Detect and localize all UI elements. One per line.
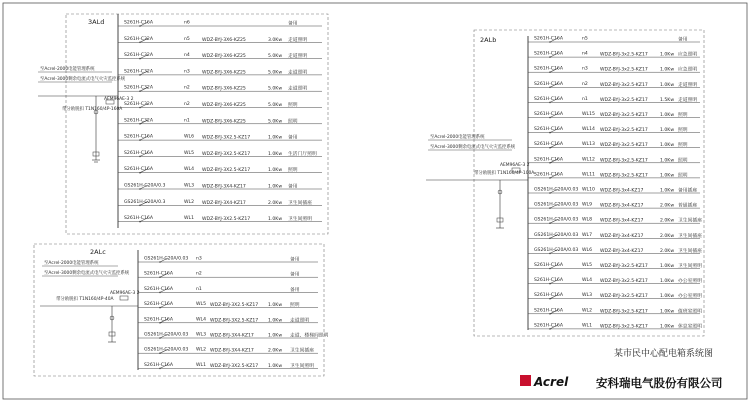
cable-label: WDZ-BYJ-3X4-KZ17 xyxy=(210,333,254,339)
power-label: 1.0Kw xyxy=(660,82,675,88)
circuit-id-label: n4 xyxy=(582,51,588,57)
circuit-id-label: WL5 xyxy=(196,302,207,308)
breaker-label: S261H-C16A xyxy=(534,66,563,72)
panel-3ALd-note-2: 至Acrel-3000剩余电流式电气火灾监控系统 xyxy=(40,77,126,82)
circuit-id-label: WL5 xyxy=(582,263,593,268)
cable-label: WDZ-BYJ-3X6-KZ25 xyxy=(202,119,246,125)
breaker-label: S261H-C16A xyxy=(144,302,173,308)
circuit-id-label: WL3 xyxy=(582,293,593,299)
power-label: 1.0Kw xyxy=(268,318,283,324)
power-label: 1.0Kw xyxy=(660,67,675,73)
breaker-label: S261H-C16A xyxy=(144,362,173,368)
cable-label: WDZ-BYJ-3X2.5-KZ17 xyxy=(202,168,251,174)
breaker-label: S261H-C16A xyxy=(534,323,563,329)
drawing-caption: 某市民中心配电箱系统图 xyxy=(614,349,714,359)
panel-2ALb-meter: AEM96AE-3 2 xyxy=(500,163,530,168)
breaker-label: S261H-C16A xyxy=(534,51,563,57)
circuit-id-label: n2 xyxy=(184,102,190,107)
circuit-id-label: n6 xyxy=(184,20,190,26)
panel-2ALb-note-2: 至Acrel-3000剩余电流式电气火灾监控系统 xyxy=(430,145,516,150)
cable-label: WDZ-BYJ-3X2.5-KZ17 xyxy=(202,217,251,223)
breaker-label: S261H-C16A xyxy=(534,36,563,42)
load-label: 卫生间插座 xyxy=(678,233,702,239)
cable-label: WDZ-BYJ-3x2.5-KZ17 xyxy=(600,143,648,149)
power-label: 1.0Kw xyxy=(268,151,283,157)
circuit-id-label: WL5 xyxy=(184,150,195,156)
load-label: 照明 xyxy=(678,158,688,164)
circuit-id-label: WL7 xyxy=(582,232,593,238)
breaker-label: S261H-C16A xyxy=(144,286,173,292)
circuit-id-label: n2 xyxy=(582,81,588,87)
breaker-label: GS261H-C20A/0.03 xyxy=(144,256,189,262)
circuit-id-label: WL8 xyxy=(582,217,593,223)
power-label: 1.0Kw xyxy=(660,188,675,194)
circuit-id-label: WL13 xyxy=(582,142,595,148)
breaker-label: S261H-C16A xyxy=(534,81,563,87)
cable-label: WDZ-BYJ-3x2.5-KZ17 xyxy=(600,264,648,269)
circuit-id-label: WL4 xyxy=(582,278,593,284)
load-label: 备用 xyxy=(290,287,300,293)
load-label: 卫生间插座 xyxy=(290,348,314,354)
power-label: 1.0Kw xyxy=(660,294,675,300)
circuit-id-label: WL4 xyxy=(196,317,207,323)
load-label: 普通插座 xyxy=(678,203,698,209)
cable-label: WDZ-BYJ-3X2.5-KZ17 xyxy=(202,135,251,141)
power-label: 1.0Kw xyxy=(660,309,675,315)
circuit-id-label: WL2 xyxy=(184,199,195,205)
power-label: 1.0Kw xyxy=(268,184,283,190)
load-label: 照明 xyxy=(288,119,298,125)
power-label: 1.5Kw xyxy=(660,97,675,103)
breaker-label: GS261H-C20A/0.03 xyxy=(534,202,579,208)
panel-2ALc-note-2: 至Acrel-3000剩余电流式电气火灾监控系统 xyxy=(44,271,130,276)
power-label: 1.0Kw xyxy=(268,333,283,339)
load-label: 卫生间插座 xyxy=(288,200,312,206)
cable-label: WDZ-BYJ-3X4-KZ17 xyxy=(202,200,246,206)
power-label: 1.0Kw xyxy=(268,135,283,141)
cable-label: WDZ-BYJ-3x2.5-KZ17 xyxy=(600,97,648,103)
circuit-id-label: n1 xyxy=(582,96,588,102)
power-label: 1.0Kw xyxy=(660,324,675,330)
cable-label: WDZ-BYJ-3x2.5-KZ17 xyxy=(600,324,648,330)
circuit-id-label: WL12 xyxy=(582,157,595,163)
power-label: 1.0Kw xyxy=(660,128,675,134)
power-label: 5.0Kw xyxy=(268,86,283,92)
breaker-label: S261H-C16A xyxy=(534,142,563,148)
cable-label: WDZ-BYJ-3x4-KZ17 xyxy=(600,203,644,209)
breaker-label: S261H-C16A xyxy=(534,112,563,117)
power-label: 2.0Kw xyxy=(660,248,675,254)
panel-3ALd-note-1: 至Acrel-2000电能管理系统 xyxy=(40,67,95,72)
cable-label: WDZ-BYJ-3x4-KZ17 xyxy=(600,218,644,224)
breaker-label: S261H-C32A xyxy=(124,36,153,42)
cable-label: WDZ-BYJ-3x2.5-KZ17 xyxy=(600,67,648,73)
breaker-label: S261H-C16A xyxy=(144,271,173,277)
breaker-label: GS261H-C20A/0.03 xyxy=(534,232,579,238)
panel-2ALb-note-1: 至Acrel-2000电能管理系统 xyxy=(430,135,485,140)
cable-label: WDZ-BYJ-3x2.5-KZ17 xyxy=(600,173,648,179)
breaker-label: S261H-C16A xyxy=(124,150,153,156)
load-label: 走道照明 xyxy=(288,54,308,60)
load-label: 走道照明 xyxy=(288,86,308,92)
load-label: 走道、楼梯间照明 xyxy=(290,333,329,339)
cable-label: WDZ-BYJ-3X2.5-KZ17 xyxy=(210,363,259,369)
power-label: 5.0Kw xyxy=(268,70,283,76)
circuit-id-label: n2 xyxy=(184,85,190,91)
circuit-id-label: n5 xyxy=(184,36,190,42)
circuit-id-label: WL1 xyxy=(582,323,593,329)
power-label: 5.0Kw xyxy=(268,103,283,108)
cable-label: WDZ-BYJ-3x4-KZ17 xyxy=(600,233,644,239)
circuit-id-label: WL11 xyxy=(582,172,595,178)
power-label: 2.0Kw xyxy=(660,218,675,224)
cable-label: WDZ-BYJ-3X2.5-KZ17 xyxy=(210,318,259,324)
breaker-label: S261H-C16A xyxy=(534,157,563,163)
cable-label: WDZ-BYJ-3X4-KZ17 xyxy=(202,184,246,190)
power-label: 5.0Kw xyxy=(268,54,283,60)
cable-label: WDZ-BYJ-3X6-KZ25 xyxy=(202,37,246,43)
breaker-label: S261H-C32A xyxy=(124,85,153,91)
load-label: 照明 xyxy=(678,173,688,179)
breaker-label: S261H-C16A xyxy=(144,317,173,323)
breaker-label: S261H-C16A xyxy=(534,172,563,178)
breaker-label: GS261H-C20A/0.3 xyxy=(124,199,166,205)
load-label: 走道照明 xyxy=(288,70,308,76)
sheet-border xyxy=(3,3,747,399)
circuit-id-label: WL15 xyxy=(582,112,595,117)
panel-2ALc-meter: AEM96AE-3 2 xyxy=(110,291,140,296)
load-label: 备用 xyxy=(290,272,300,278)
circuit-id-label: n4 xyxy=(184,53,190,59)
circuit-id-label: WL6 xyxy=(582,247,593,253)
cable-label: WDZ-BYJ-3x2.5-KZ17 xyxy=(600,158,648,164)
load-label: 生活门厅照明 xyxy=(288,151,317,157)
load-label: 卫生间插座 xyxy=(678,248,702,254)
load-label: 应急照明 xyxy=(678,67,698,73)
circuit-id-label: n2 xyxy=(196,271,202,277)
breaker-label: S261H-C16A xyxy=(534,263,563,268)
power-label: 1.0Kw xyxy=(660,113,675,118)
load-label: 照明 xyxy=(678,143,688,149)
power-label: 1.0Kw xyxy=(660,173,675,179)
load-label: 卫生间照明 xyxy=(290,363,314,369)
power-label: 1.0Kw xyxy=(660,264,675,269)
breaker-label: S261H-C32A xyxy=(124,118,153,124)
breaker-label: S261H-C32A xyxy=(124,102,153,107)
panel-2ALb-main-switch: 带分励脱扣 T1N160/4P-100A xyxy=(474,171,535,176)
cable-label: WDZ-BYJ-3x2.5-KZ17 xyxy=(600,52,648,58)
breaker-label: S261H-C32A xyxy=(124,53,153,59)
circuit-id-label: WL2 xyxy=(582,308,593,314)
cable-label: WDZ-BYJ-3X6-KZ25 xyxy=(202,70,246,76)
load-label: 照明 xyxy=(288,168,298,174)
circuit-id-label: n5 xyxy=(582,36,588,42)
power-label: 1.0Kw xyxy=(660,158,675,164)
load-label: 卫生间插座 xyxy=(678,218,702,224)
panel-3ALd-main-switch: 带分励脱扣 T1N160/4P-160A xyxy=(62,107,123,112)
breaker-label: S261H-C16A xyxy=(534,278,563,284)
load-label: 照明 xyxy=(678,128,688,134)
breaker-label: S261H-C16A xyxy=(124,167,153,173)
circuit-id-label: WL2 xyxy=(196,347,207,353)
breaker-label: S261H-C16A xyxy=(534,308,563,314)
load-label: 值班室照明 xyxy=(678,309,702,315)
panel-2ALc-note-1: 至Acrel-2000电能管理系统 xyxy=(44,261,99,266)
circuit-id-label: n1 xyxy=(184,118,190,124)
breaker-label: GS261H-C20A/0.03 xyxy=(534,187,579,193)
cable-label: WDZ-BYJ-3x2.5-KZ17 xyxy=(600,82,648,88)
circuit-id-label: WL3 xyxy=(184,183,195,189)
cable-label: WDZ-BYJ-3X2.5-KZ17 xyxy=(210,303,259,309)
breaker-label: S261H-C16A xyxy=(124,20,153,26)
power-label: 1.0Kw xyxy=(268,168,283,174)
load-label: 照明 xyxy=(290,303,300,309)
load-label: 应急照明 xyxy=(678,52,698,58)
circuit-id-label: n3 xyxy=(196,256,202,262)
load-label: 照明 xyxy=(678,113,688,118)
power-label: 1.0Kw xyxy=(660,52,675,58)
load-label: 卫生间照明 xyxy=(288,217,312,223)
load-label: 备用插座 xyxy=(678,188,698,194)
circuit-id-label: n3 xyxy=(582,66,588,72)
power-label: 3.0Kw xyxy=(268,37,283,43)
load-label: 走道照明 xyxy=(678,97,698,103)
breaker-label: GS261H-C20A/0.03 xyxy=(534,217,579,223)
power-label: 2.0Kw xyxy=(268,200,283,206)
power-label: 1.0Kw xyxy=(268,363,283,369)
company-name: 安科瑞电气股份有限公司 xyxy=(596,376,723,390)
power-label: 1.0Kw xyxy=(268,217,283,223)
circuit-id-label: WL14 xyxy=(582,127,595,133)
load-label: 走道照明 xyxy=(288,37,308,43)
panel-3ALd-title: 3ALd xyxy=(88,18,105,26)
circuit-id-label: WL9 xyxy=(582,202,593,208)
power-label: 1.0Kw xyxy=(268,303,283,309)
load-label: 照明 xyxy=(288,103,298,108)
acrel-logo-text: Acrel xyxy=(534,375,569,389)
breaker-label: S261H-C16A xyxy=(124,216,153,222)
power-label: 2.0Kw xyxy=(268,348,283,354)
load-label: 办公室照明 xyxy=(678,294,702,300)
panel-3ALd-meter: AEM96AE-3 2 xyxy=(104,97,134,102)
cable-label: WDZ-BYJ-3X6-KZ25 xyxy=(202,103,246,108)
load-label: 备用 xyxy=(288,135,298,141)
load-label: 备用 xyxy=(288,184,298,190)
breaker-label: GS261H-C20A/0.3 xyxy=(124,183,166,189)
cable-label: WDZ-BYJ-3X2.5-KZ17 xyxy=(202,151,251,157)
circuit-id-label: WL6 xyxy=(184,134,195,140)
circuit-id-label: WL1 xyxy=(184,216,195,222)
cable-label: WDZ-BYJ-3X6-KZ25 xyxy=(202,54,246,60)
cable-label: WDZ-BYJ-3x2.5-KZ17 xyxy=(600,128,648,134)
cable-label: WDZ-BYJ-3x2.5-KZ17 xyxy=(600,309,648,315)
power-label: 5.0Kw xyxy=(268,119,283,125)
cable-label: WDZ-BYJ-3x4-KZ17 xyxy=(600,188,644,194)
load-label: 备用 xyxy=(290,257,300,263)
cable-label: WDZ-BYJ-3x2.5-KZ17 xyxy=(600,294,648,300)
power-label: 2.0Kw xyxy=(660,203,675,209)
load-label: 备用 xyxy=(288,21,298,27)
circuit-id-label: WL1 xyxy=(196,362,207,368)
cable-label: WDZ-BYJ-3x2.5-KZ17 xyxy=(600,279,648,285)
load-label: 备用 xyxy=(678,37,688,43)
power-label: 1.0Kw xyxy=(660,143,675,149)
circuit-id-label: n1 xyxy=(196,286,202,292)
acrel-logo-mark xyxy=(520,375,531,386)
power-label: 2.0Kw xyxy=(660,233,675,239)
breaker-label: S261H-C16A xyxy=(534,96,563,102)
cable-label: WDZ-BYJ-3x4-KZ17 xyxy=(600,248,644,254)
breaker-label: S261H-C16A xyxy=(534,127,563,133)
power-label: 1.0Kw xyxy=(660,279,675,285)
cable-label: WDZ-BYJ-3x2.5-KZ17 xyxy=(600,113,648,118)
cable-label: WDZ-BYJ-3X6-KZ25 xyxy=(202,86,246,92)
load-label: 卫生间照明 xyxy=(678,264,702,269)
load-label: 休息室照明 xyxy=(678,324,702,330)
breaker-label: S261H-C16A xyxy=(534,293,563,299)
breaker-label: GS261H-C20A/0.03 xyxy=(534,247,579,253)
panel-2ALb-title: 2ALb xyxy=(480,36,497,44)
panel-2ALc-main-switch: 带分励脱扣 T1N160/4P-40A xyxy=(56,297,114,302)
load-label: 办公室照明 xyxy=(678,279,702,285)
load-label: 走道照明 xyxy=(290,318,310,324)
panel-2ALc-title: 2ALc xyxy=(90,248,106,256)
cable-label: WDZ-BYJ-3X4-KZ17 xyxy=(210,348,254,354)
circuit-id-label: WL3 xyxy=(196,332,207,338)
breaker-label: GS261H-C20A/0.03 xyxy=(144,332,189,338)
breaker-label: GS261H-C20A/0.03 xyxy=(144,347,189,353)
circuit-id-label: n3 xyxy=(184,69,190,75)
load-label: 走道照明 xyxy=(678,82,698,88)
breaker-label: S261H-C16A xyxy=(124,134,153,140)
breaker-label: S261H-C32A xyxy=(124,69,153,75)
circuit-id-label: WL4 xyxy=(184,167,195,173)
circuit-id-label: WL10 xyxy=(582,187,595,193)
